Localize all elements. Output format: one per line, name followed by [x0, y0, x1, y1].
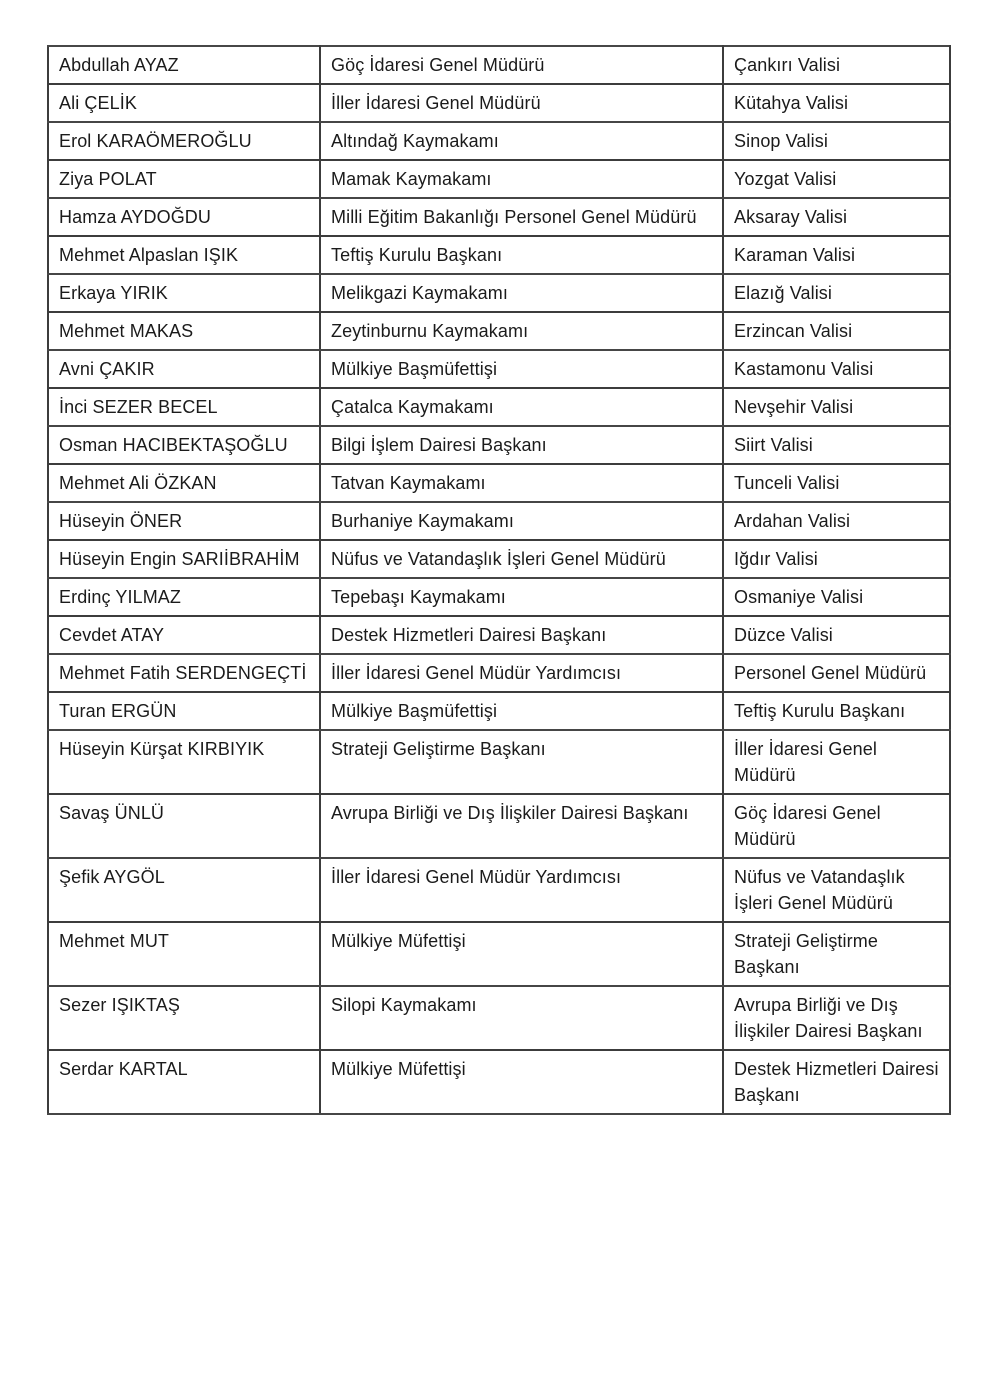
- table-row: [48, 160, 950, 198]
- table-row: [48, 922, 950, 986]
- table-row: [48, 122, 950, 160]
- current-position-cell: Tepebaşı Kaymakamı: [320, 578, 723, 616]
- person-name-cell: Mehmet Ali ÖZKAN: [48, 464, 320, 502]
- table-row: [48, 540, 950, 578]
- table-row: [48, 1050, 950, 1114]
- new-position-cell: Aksaray Valisi: [723, 198, 950, 236]
- new-position-cell: Destek Hizmetleri Dairesi Başkanı: [723, 1050, 950, 1114]
- person-name-cell: Mehmet MUT: [48, 922, 320, 986]
- table-row: [48, 312, 950, 350]
- person-name-cell: Ziya POLAT: [48, 160, 320, 198]
- new-position-cell: Strateji Geliştirme Başkanı: [723, 922, 950, 986]
- person-name-cell: Mehmet Alpaslan IŞIK: [48, 236, 320, 274]
- person-name-cell: Sezer IŞIKTAŞ: [48, 986, 320, 1050]
- person-name-cell: Hüseyin ÖNER: [48, 502, 320, 540]
- new-position-cell: Kastamonu Valisi: [723, 350, 950, 388]
- person-name-cell: Serdar KARTAL: [48, 1050, 320, 1114]
- current-position-cell: Mülkiye Müfettişi: [320, 922, 723, 986]
- current-position-cell: Milli Eğitim Bakanlığı Personel Genel Müdürü: [320, 198, 723, 236]
- person-name-cell: Erdinç YILMAZ: [48, 578, 320, 616]
- new-position-cell: Avrupa Birliği ve Dış İlişkiler Dairesi Başkanı: [723, 986, 950, 1050]
- current-position-cell: İller İdaresi Genel Müdür Yardımcısı: [320, 654, 723, 692]
- current-position-cell: Çatalca Kaymakamı: [320, 388, 723, 426]
- current-position-cell: Avrupa Birliği ve Dış İlişkiler Dairesi Başkanı: [320, 794, 723, 858]
- table-row: [48, 236, 950, 274]
- appointments-table-body: [48, 46, 950, 1114]
- current-position-cell: Zeytinburnu Kaymakamı: [320, 312, 723, 350]
- current-position-cell: Teftiş Kurulu Başkanı: [320, 236, 723, 274]
- current-position-cell: İller İdaresi Genel Müdürü: [320, 84, 723, 122]
- new-position-cell: Erzincan Valisi: [723, 312, 950, 350]
- new-position-cell: Nevşehir Valisi: [723, 388, 950, 426]
- table-row: [48, 46, 950, 84]
- new-position-cell: Çankırı Valisi: [723, 46, 950, 84]
- current-position-cell: Melikgazi Kaymakamı: [320, 274, 723, 312]
- person-name-cell: Erkaya YIRIK: [48, 274, 320, 312]
- current-position-cell: İller İdaresi Genel Müdür Yardımcısı: [320, 858, 723, 922]
- table-row: [48, 388, 950, 426]
- table-row: [48, 198, 950, 236]
- person-name-cell: Mehmet MAKAS: [48, 312, 320, 350]
- person-name-cell: Cevdet ATAY: [48, 616, 320, 654]
- table-row: [48, 350, 950, 388]
- current-position-cell: Mülkiye Başmüfettişi: [320, 692, 723, 730]
- table-row: [48, 616, 950, 654]
- table-row: [48, 502, 950, 540]
- new-position-cell: Teftiş Kurulu Başkanı: [723, 692, 950, 730]
- person-name-cell: Ali ÇELİK: [48, 84, 320, 122]
- table-row: [48, 274, 950, 312]
- new-position-cell: Karaman Valisi: [723, 236, 950, 274]
- current-position-cell: Mamak Kaymakamı: [320, 160, 723, 198]
- table-row: [48, 858, 950, 922]
- new-position-cell: Düzce Valisi: [723, 616, 950, 654]
- current-position-cell: Burhaniye Kaymakamı: [320, 502, 723, 540]
- new-position-cell: Ardahan Valisi: [723, 502, 950, 540]
- person-name-cell: Avni ÇAKIR: [48, 350, 320, 388]
- person-name-cell: Osman HACIBEKTAŞOĞLU: [48, 426, 320, 464]
- table-row: [48, 794, 950, 858]
- new-position-cell: Yozgat Valisi: [723, 160, 950, 198]
- current-position-cell: Bilgi İşlem Dairesi Başkanı: [320, 426, 723, 464]
- new-position-cell: Tunceli Valisi: [723, 464, 950, 502]
- person-name-cell: Savaş ÜNLÜ: [48, 794, 320, 858]
- new-position-cell: Kütahya Valisi: [723, 84, 950, 122]
- person-name-cell: Hüseyin Engin SARIİBRAHİM: [48, 540, 320, 578]
- table-row: [48, 464, 950, 502]
- current-position-cell: Mülkiye Müfettişi: [320, 1050, 723, 1114]
- person-name-cell: Turan ERGÜN: [48, 692, 320, 730]
- current-position-cell: Göç İdaresi Genel Müdürü: [320, 46, 723, 84]
- new-position-cell: Iğdır Valisi: [723, 540, 950, 578]
- table-row: [48, 84, 950, 122]
- person-name-cell: Abdullah AYAZ: [48, 46, 320, 84]
- current-position-cell: Strateji Geliştirme Başkanı: [320, 730, 723, 794]
- new-position-cell: İller İdaresi Genel Müdürü: [723, 730, 950, 794]
- new-position-cell: Nüfus ve Vatandaşlık İşleri Genel Müdürü: [723, 858, 950, 922]
- person-name-cell: Mehmet Fatih SERDENGEÇTİ: [48, 654, 320, 692]
- current-position-cell: Mülkiye Başmüfettişi: [320, 350, 723, 388]
- current-position-cell: Silopi Kaymakamı: [320, 986, 723, 1050]
- current-position-cell: Destek Hizmetleri Dairesi Başkanı: [320, 616, 723, 654]
- new-position-cell: Elazığ Valisi: [723, 274, 950, 312]
- table-row: [48, 426, 950, 464]
- new-position-cell: Siirt Valisi: [723, 426, 950, 464]
- person-name-cell: Hüseyin Kürşat KIRBIYIK: [48, 730, 320, 794]
- table-row: [48, 730, 950, 794]
- person-name-cell: Hamza AYDOĞDU: [48, 198, 320, 236]
- current-position-cell: Altındağ Kaymakamı: [320, 122, 723, 160]
- new-position-cell: Osmaniye Valisi: [723, 578, 950, 616]
- table-row: [48, 986, 950, 1050]
- table-row: [48, 692, 950, 730]
- new-position-cell: Göç İdaresi Genel Müdürü: [723, 794, 950, 858]
- appointments-table: [47, 45, 951, 1115]
- table-row: [48, 654, 950, 692]
- person-name-cell: Şefik AYGÖL: [48, 858, 320, 922]
- person-name-cell: Erol KARAÖMEROĞLU: [48, 122, 320, 160]
- table-row: [48, 578, 950, 616]
- new-position-cell: Sinop Valisi: [723, 122, 950, 160]
- current-position-cell: Nüfus ve Vatandaşlık İşleri Genel Müdürü: [320, 540, 723, 578]
- person-name-cell: İnci SEZER BECEL: [48, 388, 320, 426]
- current-position-cell: Tatvan Kaymakamı: [320, 464, 723, 502]
- new-position-cell: Personel Genel Müdürü: [723, 654, 950, 692]
